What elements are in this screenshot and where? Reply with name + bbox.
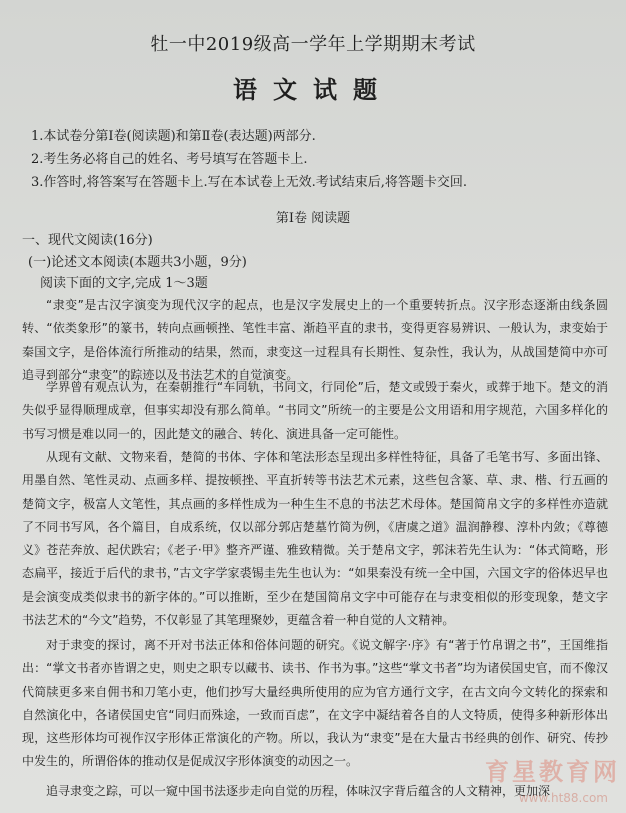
- passage-paragraph-4: 对于隶变的探讨，离不开对书法正体和俗体问题的研究。《说文解字·序》有“著于竹帛谓之书”，王国维指出：“掌文书者亦皆谓之史，则史之职专以藏书、读书、作书为事。”这些“掌文书者”均为诸侯国史官，而不像汉代简牍更多来自佣书和刀笔小吏，他们抄写大量经典所使用的应为官方通行文字，在古文向今文转化的探索和自然演化中，各诸侯国史官“同归而殊途，一致而百虑”，在文字中凝结着各自的人文特质，使得多种新形体出现，这些形体均可视作汉字形体正常演化的产物。所以，我认为“隶变”是在大量古书经典的创作、研究、传抄中发生的，所谓俗体的推动仅是促成汉字形体演变的动因之一。: [22, 638, 608, 769]
- watermark-url: www.ht88.com: [518, 791, 608, 805]
- section-title: 第Ⅰ卷 阅读题: [275, 211, 351, 226]
- passage-paragraph-2: 学界曾有观点认为，在秦朝推行“车同轨，书同文，行同伦”后，楚文或毁于秦火，或葬于地下。楚文的消失似乎显得顺理成章，但事实却没有那么简单。“书同文”所统一的主要是公文用语和用字规范，六国多样化的书写习惯是难以同一的，因此楚文的融合、转化、演进具备一定可能性。: [22, 380, 608, 441]
- exam-title: 牡一中2019级高一学年上学期期末考试: [150, 34, 476, 55]
- part1-heading: 一、现代文阅读(16分): [22, 233, 153, 248]
- passage-paragraph-3: 从现有文献、文物来看，楚简的书体、字体和笔法形态呈现出多样性特征，具备了毛笔书写、多面出锋、用墨自然、笔性灵动、点画多样、提按顿挫、平直折转等书法艺术元素，这些包含篆、草、隶、楷、行五画的楚简文字，极富人文笔性，其点画的多样性成为一种生生不息的书法艺术母体。楚国简帛文字的多样性亦造就了不同书写风，各个篇目，自成系统，仅以部分郭店楚墓竹简为例，《唐虞之道》温润静穆、淳朴内敛；《尊德义》苍茫奔放、起伏跌宕；《老子·甲》整齐严谨、雅致精微。关于楚帛文字，郭沫若先生认为：“体式简略，形态扁平，接近于后代的隶书，”古文字学家裘锡圭先生也认为：“如果秦没有统一全中国，六国文字的俗体迟早也是会演变成类似隶书的新字体的。”可以推断，至少在楚国简帛文字中可能存在与隶变相似的形变现象，楚文字书法艺术的“今文”趋势，不仅彰显了其笔理聚妙，更蕴含着一种自觉的人文精神。: [22, 450, 608, 628]
- watermark-logo: 育星教育网: [485, 758, 620, 786]
- note-3: 3.作答时,将答案写在答题卡上.写在本试卷上无效.考试结束后,将答题卡交回.: [31, 175, 468, 190]
- note-1: 1.本试卷分第Ⅰ卷(阅读题)和第Ⅱ卷(表达题)两部分.: [31, 129, 316, 144]
- reading-instruction: 阅读下面的文字,完成 1～3题: [40, 276, 208, 291]
- note-2: 2.考生务必将自己的姓名、考号填写在答题卡上.: [31, 152, 308, 167]
- passage-paragraph-5: 追寻隶变之踪，可以一窥中国书法逐步走向自觉的历程，体味汉字背后蕴含的人文精神，更加深: [46, 784, 551, 798]
- part1-sub-heading: (一)论述文本阅读(本题共3小题，9分): [28, 255, 247, 270]
- subject-title: 语文试题: [233, 75, 393, 104]
- passage-paragraph-1: “隶变”是古汉字演变为现代汉字的起点，也是汉字发展史上的一个重要转折点。汉字形态逐渐由线条圆转、“依类象形”的篆书，转向点画顿挫、笔性丰富、渐趋平直的隶书，变得更容易辨识、一般认为，隶变始于秦国文字，是俗体流行所推动的结果，然而，隶变这一过程具有长期性、复杂性，我认为，从战国楚简中亦可追寻到部分“隶变”的踪迹以及书法艺术的自觉演变。: [22, 298, 608, 382]
